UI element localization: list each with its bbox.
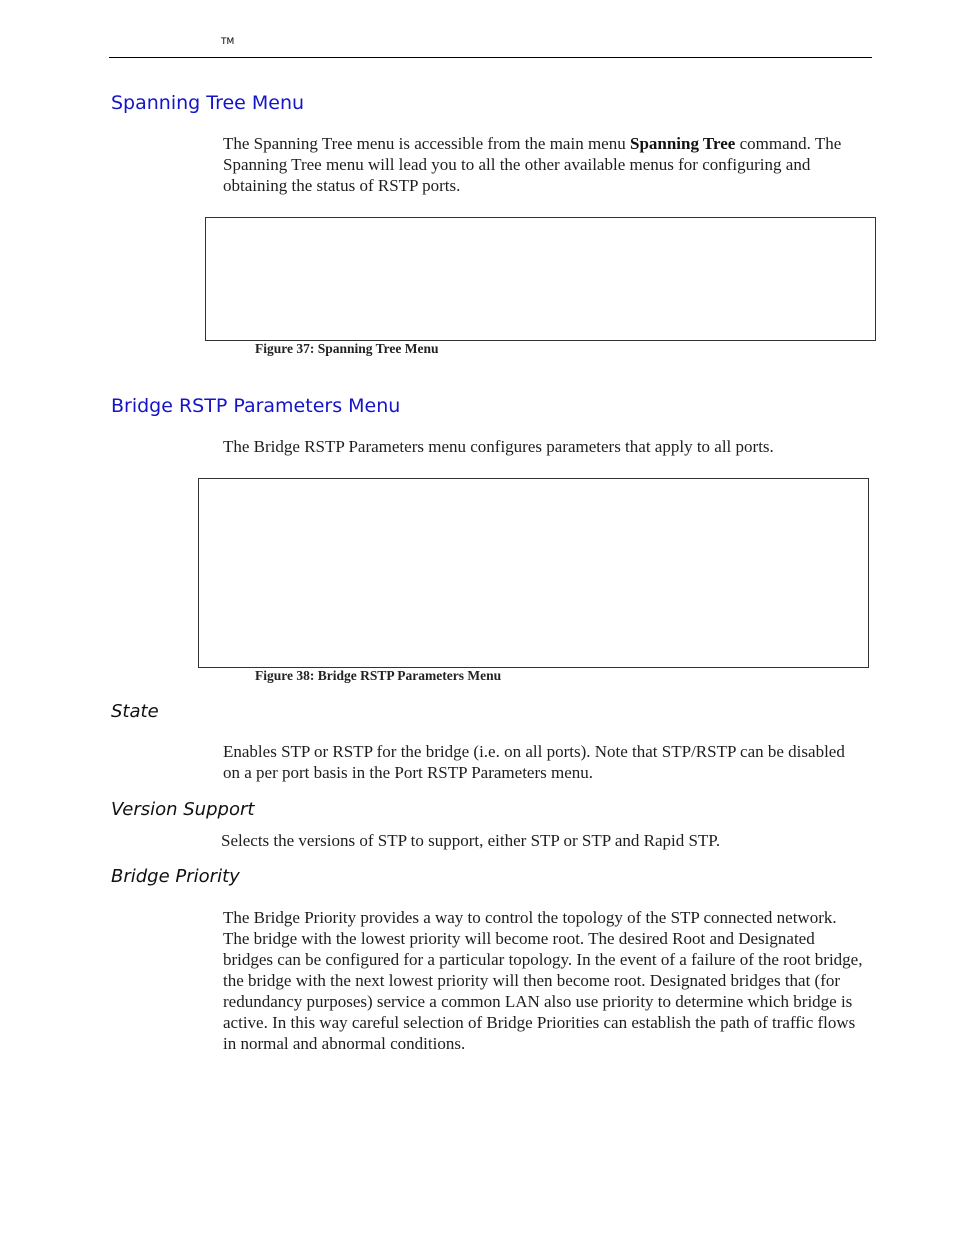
spanning-tree-command: Spanning Tree — [629, 134, 736, 153]
state-paragraph: Enables STP or RSTP for the bridge (i.e. on all ports). Note that STP/RSTP can be disabled on a per port basis in the Port RSTP Parameters menu. — [223, 742, 845, 782]
figure-37-screen — [205, 217, 876, 341]
figure-37-caption: Figure 37: Spanning Tree Menu — [255, 341, 439, 356]
figure-38-caption: Figure 38: Bridge RSTP Parameters Menu — [255, 668, 502, 683]
header-rule — [109, 57, 872, 58]
spanning-tree-text-end: command. The Spanning Tree menu will lead you to all the other available menus for configuring and obtaining the status of RSTP ports. — [223, 134, 842, 195]
bridge-rstp-paragraph: The Bridge RSTP Parameters menu configures parameters that apply to all ports. — [223, 437, 774, 456]
version-support-paragraph: Selects the versions of STP to support, either STP or STP and Rapid STP. — [221, 831, 721, 850]
spanning-tree-heading: Spanning Tree Menu — [111, 92, 305, 114]
spanning-tree-text-start: The Spanning Tree menu is accessible from the main menu — [223, 134, 630, 153]
bridge-rstp-heading: Bridge RSTP Parameters Menu — [111, 395, 401, 417]
trademark-mark: TM — [221, 37, 235, 47]
bridge-priority-paragraph: The Bridge Priority provides a way to control the topology of the STP connected network. The bridge with the lowest priority will become root. The desired Root and Designated bridges can be configured for a particular topology. In the event of a failure of the root bridge, the bridge with the next lowest priority will then become root. Designated bridges that (for redundancy purposes) service a common LAN also use priority to determine which bridge is active. In this way careful selection of Bridge Priorities can establish the path of traffic flows in normal and abnormal conditions. — [223, 908, 863, 1053]
spanning-tree-paragraph — [223, 133, 863, 196]
bridge-priority-heading: Bridge Priority — [111, 866, 240, 887]
version-support-heading: Version Support — [111, 799, 255, 820]
figure-38-screen — [198, 478, 869, 668]
state-heading: State — [111, 701, 159, 722]
